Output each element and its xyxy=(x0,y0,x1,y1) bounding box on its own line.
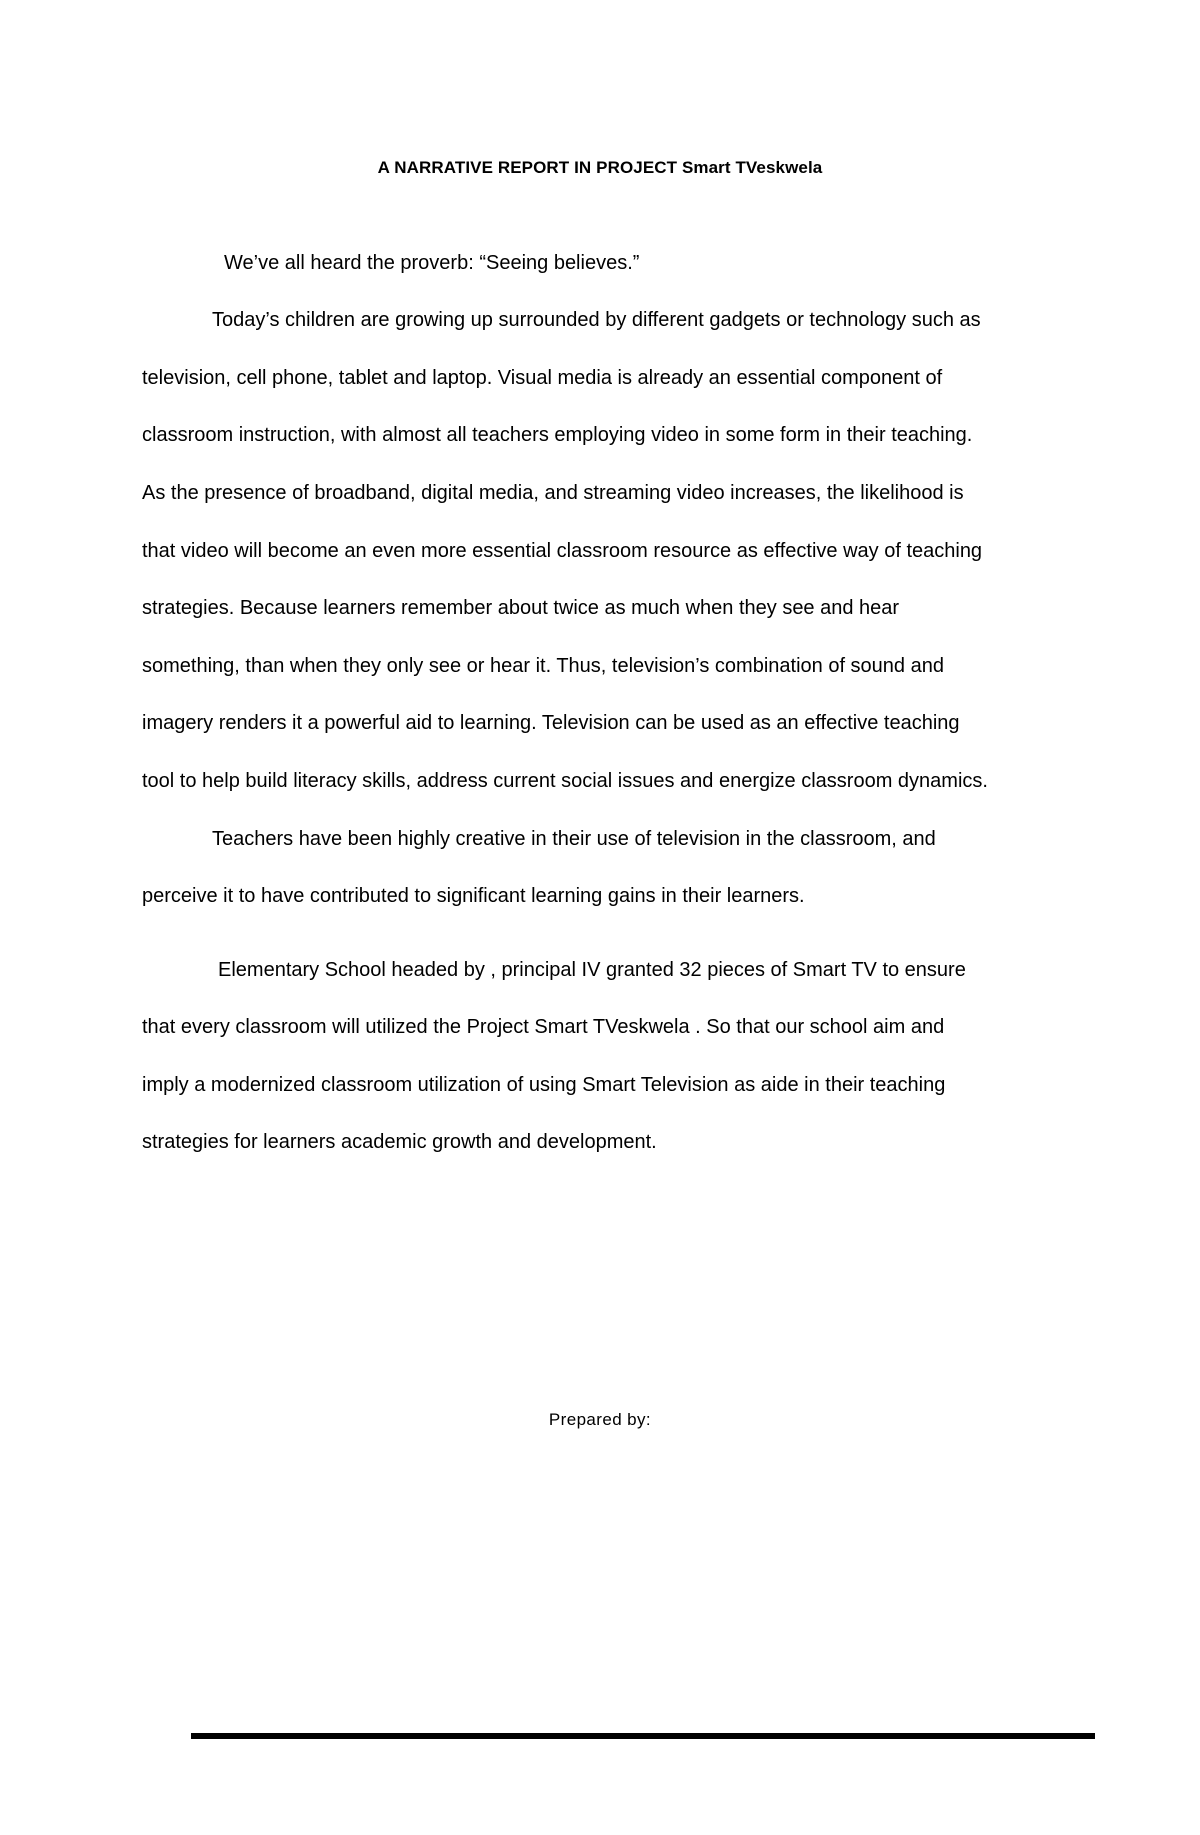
text-line: something, than when they only see or hear it. Thus, television’s combination of sound and xyxy=(142,655,944,677)
document-title: A NARRATIVE REPORT IN PROJECT Smart TVeskwela xyxy=(377,158,823,177)
text-line: We’ve all heard the proverb: “Seeing believes.” xyxy=(224,252,640,274)
prepared-by-label: Prepared by: xyxy=(548,1410,652,1429)
text-line: perceive it to have contributed to significant learning gains in their learners. xyxy=(142,885,805,907)
text-line: imply a modernized classroom utilization of using Smart Television as aide in their teaching xyxy=(142,1074,946,1096)
text-line: television, cell phone, tablet and laptop. Visual media is already an essential component of xyxy=(142,367,943,389)
text-line: classroom instruction, with almost all teachers employing video in some form in their teaching. xyxy=(142,424,973,446)
signature-line xyxy=(191,1733,1095,1739)
text-line: Elementary School headed by , principal IV granted 32 pieces of Smart TV to ensure xyxy=(218,959,966,981)
text-line: tool to help build literacy skills, address current social issues and energize classroom dynamics. xyxy=(142,770,988,792)
text-line: Teachers have been highly creative in their use of television in the classroom, and xyxy=(212,828,936,850)
text-line: strategies. Because learners remember about twice as much when they see and hear xyxy=(142,597,900,619)
text-line: Today’s children are growing up surrounded by different gadgets or technology such as xyxy=(212,309,981,331)
text-line: As the presence of broadband, digital media, and streaming video increases, the likelihood is xyxy=(142,482,964,504)
text-line: strategies for learners academic growth and development. xyxy=(142,1131,657,1153)
text-line: imagery renders it a powerful aid to learning. Television can be used as an effective teaching xyxy=(142,712,960,734)
text-line: that video will become an even more essential classroom resource as effective way of teaching xyxy=(142,540,983,562)
text-line: that every classroom will utilized the Project Smart TVeskwela . So that our school aim and xyxy=(142,1016,945,1038)
